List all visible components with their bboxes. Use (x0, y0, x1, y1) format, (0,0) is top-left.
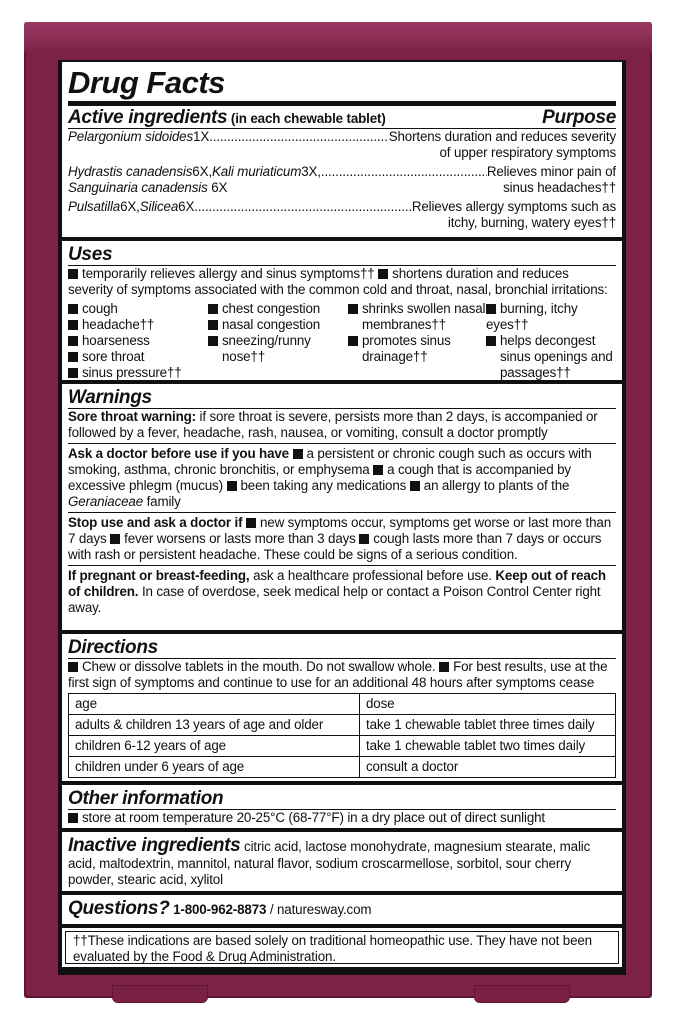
other-information-section (62, 785, 622, 828)
active-ingredients-section (62, 62, 622, 237)
questions-section (62, 895, 622, 924)
uses-heading: Uses (68, 244, 616, 266)
uses-list (68, 301, 616, 381)
package-tab-right (474, 985, 570, 1003)
drug-facts-title: Drug Facts (68, 65, 616, 106)
active-item-1: Pelargonium sidoides 1X ..... Shortens duration and reduces severity of upper respiratory symptoms (68, 129, 616, 161)
questions-heading: Questions? (68, 898, 170, 919)
table-row: children under 6 years of age consult a doctor (69, 757, 616, 778)
stop-use-warning: Stop use and ask a doctor if new symptoms occur, symptoms get worse or last more than 7 days fever worsens or lasts more than 3 days cough lasts more than 7 days or occurs with rash or persistent headache. These could be signs of a serious condition. (68, 512, 616, 563)
dosage-table (68, 693, 616, 778)
sore-throat-warning: Sore throat warning: if sore throat is severe, persists more than 2 days, is accompanied or followed by a fever, headache, rash, nausea, or vomiting, consult a doctor promptly (68, 409, 598, 440)
inactive-ingredients-section (62, 832, 622, 891)
other-information-heading: Other information (68, 788, 616, 810)
inactive-heading: Inactive ingredients (68, 835, 241, 856)
uses-col-3: shrinks swollen nasal membranes†† promotes sinus drainage†† (348, 301, 486, 381)
other-information-text: store at room temperature 20-25°C (68-77°F) in a dry place out of direct sunlight (68, 810, 616, 826)
directions-heading: Directions (68, 637, 616, 659)
uses-col-4: burning, itchy eyes†† helps decongest sinus openings and passages†† (486, 301, 613, 380)
table-row: age dose (69, 694, 616, 715)
active-heading: Active ingredients (in each chewable tablet) (68, 107, 386, 128)
uses-col-1: cough headache†† hoarseness sore throat sinus pressure†† (68, 301, 208, 381)
footnote-section (62, 928, 622, 967)
warnings-section (62, 384, 622, 630)
footnote-text: ††These indications are based solely on traditional homeopathic use. They have not been evaluated by the Food & Drug Administration. (73, 933, 592, 964)
website: / naturesway.com (266, 902, 372, 917)
directions-section (62, 634, 622, 781)
warnings-heading: Warnings (68, 387, 616, 409)
active-item-3: Pulsatilla 6X, Silicea 6X ..... Relieves allergy symptoms such as itchy, burning, watery eyes†† (68, 199, 616, 231)
directions-text: Chew or dissolve tablets in the mouth. Do not swallow whole. For best results, use at the first sign of symptoms and continue to use for an additional 48 hours after symptoms cease (68, 659, 608, 690)
table-row: children 6-12 years of age take 1 chewable tablet two times daily (69, 736, 616, 757)
table-row: adults & children 13 years of age and older take 1 chewable tablet three times daily (69, 715, 616, 736)
uses-intro: temporarily relieves allergy and sinus symptoms†† shortens duration and reduces severity of symptoms associated with the common cold and throat, nasal, bronchial irritations: (68, 266, 608, 297)
inactive-text: citric acid, lactose monohydrate, magnesium stearate, malic acid, maltodextrin, mannitol, natural flavor, sodium croscarmellose, sorbitol, sour cherry powder, stearic acid, xylitol (68, 839, 591, 887)
active-item-2: Hydrastis canadensis 6X, Kali muriaticum 3X, ..... Relieves minor pain of Sanguinaria canadensis 6X sinus headaches†† (68, 164, 616, 196)
pregnancy-warning: If pregnant or breast-feeding, ask a healthcare professional before use. Keep out of reach of children. In case of overdose, seek medical help or contact a Poison Control Center right away. (68, 565, 616, 616)
uses-col-2: chest congestion nasal congestion sneezing/runny nose†† (208, 301, 348, 381)
active-heading-note: (in each chewable tablet) (230, 111, 386, 126)
ask-doctor-warning: Ask a doctor before use if you have a persistent or chronic cough such as occurs with smoking, asthma, chronic bronchitis, or emphysema a cough that is accompanied by excessive phlegm (mucus) been taking any medications an allergy to plants of the Geraniaceae family (68, 443, 616, 510)
package-top-flap (24, 22, 652, 52)
purpose-label: Purpose (542, 107, 616, 128)
drug-facts-panel (58, 60, 626, 975)
package-tab-left (112, 985, 208, 1003)
active-heading-row (68, 107, 616, 129)
uses-section (62, 241, 622, 380)
phone-number: 1-800-962-8873 (173, 902, 267, 917)
